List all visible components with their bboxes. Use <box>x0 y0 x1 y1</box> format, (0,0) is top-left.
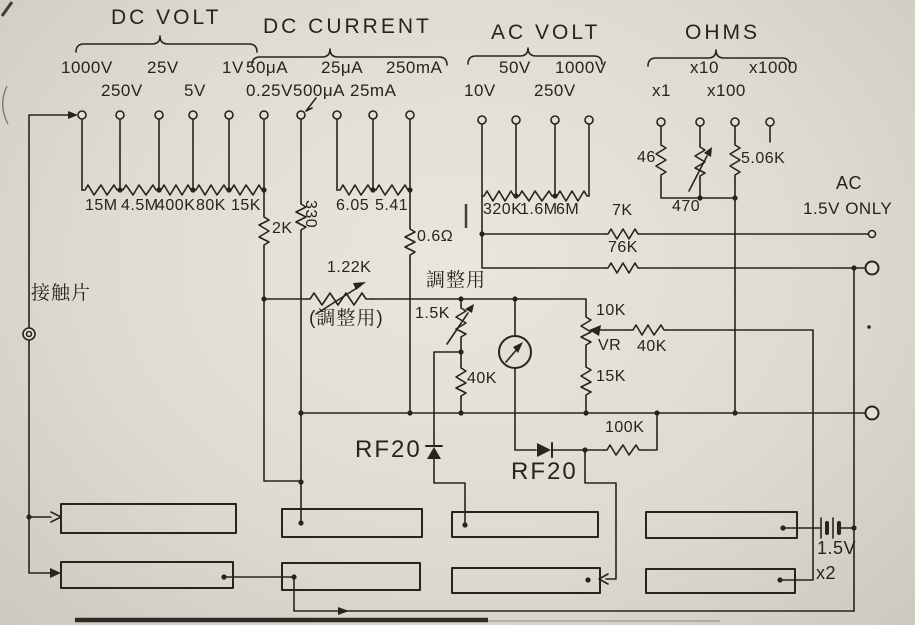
terminal-label-ohms-x1000: x1000 <box>749 58 798 77</box>
meter-movement <box>499 336 531 368</box>
terminal-label-dc-25ma: 25mA <box>350 81 397 100</box>
contact-strip-ring-outer <box>23 328 35 340</box>
junction-dot <box>582 447 587 452</box>
arrowhead-plate1b <box>50 568 61 578</box>
terminal-ac-250v <box>551 116 559 124</box>
arrowhead-470 <box>704 147 712 157</box>
resistor-label-5-06k: 5.06K <box>741 150 786 167</box>
junction-dot <box>226 187 231 192</box>
resistor-2k <box>259 215 269 247</box>
resistor-label-100k: 100K <box>605 419 645 436</box>
section-header-dc-current: DC CURRENT <box>263 15 432 38</box>
battery-symbol <box>821 518 839 538</box>
junction-dot <box>512 296 517 301</box>
terminal-label-ac-250v: 250V <box>534 81 576 100</box>
resistor-4-5m <box>120 185 159 195</box>
resistor-label-46: 46 <box>637 149 656 166</box>
wire-ohms-section <box>661 126 770 413</box>
wires <box>29 98 868 611</box>
junction-dot <box>298 520 303 525</box>
resistor-label-76k: 76K <box>608 239 638 256</box>
switch-plate-1b <box>61 562 233 588</box>
resistor-label-7k: 7K <box>612 202 633 219</box>
junction-dot <box>117 187 122 192</box>
resistor-6m <box>555 191 589 201</box>
junction-dot <box>780 525 785 530</box>
resistor-label-80k: 80K <box>196 197 226 214</box>
arrowhead-plate1a-open <box>51 512 61 522</box>
diode-rf20-horizontal-triangle <box>537 443 551 457</box>
junction-dot <box>777 577 782 582</box>
junction-dot <box>552 193 557 198</box>
resistor-label-10k: 10K <box>596 302 626 319</box>
artifact-corner-mark <box>2 2 12 16</box>
brace-dc-volt <box>76 36 257 52</box>
junction-dot <box>190 187 195 192</box>
wire-dc-terminal-drops <box>82 119 410 202</box>
resistor-7k <box>606 229 640 239</box>
resistor-320k <box>482 191 516 201</box>
resistor-40k-right <box>630 325 666 335</box>
terminal-label-dc-250v: 250V <box>101 81 143 100</box>
junction-dot <box>291 574 296 579</box>
note-ac-only-line2: 1.5V ONLY <box>803 199 893 218</box>
junction-dot <box>654 410 659 415</box>
resistor-label-40k-right: 40K <box>637 338 667 355</box>
resistor-label-400k: 400K <box>156 197 196 214</box>
terminal-dc-25v <box>155 111 163 119</box>
switch-plate-2b <box>282 563 420 590</box>
terminal-dc-500ua <box>297 111 305 119</box>
junction-dot <box>298 410 303 415</box>
resistor-label-15m: 15M <box>85 197 118 214</box>
terminal-label-dc-25v: 25V <box>147 58 179 77</box>
junction-dot <box>851 525 856 530</box>
junction-dot <box>479 231 484 236</box>
diode-label-rf20-1: RF20 <box>355 436 422 463</box>
resistor-label-0-6ohm: 0.6Ω <box>417 228 454 245</box>
switch-plate-4a <box>646 512 797 538</box>
resistor-label-6-05: 6.05 <box>336 197 370 214</box>
resistor-5-41 <box>373 185 410 195</box>
switch-plate-4b <box>646 569 795 593</box>
note-ac-only-line1: AC <box>836 173 863 193</box>
terminal-ohms-x1000 <box>766 118 774 126</box>
resistor-15k <box>229 185 264 195</box>
terminal-label-dc-5v: 5V <box>184 81 206 100</box>
resistor-label-1-22k: 1.22K <box>327 259 372 276</box>
terminal-probe-jack-top <box>866 262 879 275</box>
resistor-10k-vr <box>581 315 591 347</box>
switch-plate-3a <box>452 512 598 537</box>
terminal-label-dc-1000v: 1000V <box>61 58 113 77</box>
artifact-ink-dot <box>867 325 871 329</box>
resistor-40k-left <box>456 366 466 398</box>
battery-label-count: x2 <box>816 563 837 583</box>
junction-dot <box>156 187 161 192</box>
resistor-15k-vr <box>581 365 591 397</box>
junction-dot <box>261 296 266 301</box>
terminal-dc-250ma <box>406 111 414 119</box>
terminal-dc-1v <box>225 111 233 119</box>
arrowhead-1000v-feed <box>68 111 78 119</box>
switch-plate-1a <box>61 504 236 533</box>
junction-dot <box>221 574 226 579</box>
terminal-label-ac-50v: 50V <box>499 58 531 77</box>
resistor-6-05 <box>337 185 373 195</box>
terminal-label-dc-1v: 1V <box>222 58 244 77</box>
terminal-label-ac-10v: 10V <box>464 81 496 100</box>
resistor-label-1-5k: 1.5K <box>415 305 450 322</box>
terminal-dc-1000v <box>78 111 86 119</box>
junction-dot <box>458 296 463 301</box>
note-contact-strip: 接触片 <box>31 283 92 304</box>
resistor-label-5-41: 5.41 <box>375 197 409 214</box>
resistor-label-vr: VR <box>598 337 622 354</box>
junction-dot <box>407 187 412 192</box>
resistor-1-6m <box>516 191 555 201</box>
terminal-ohms-x1 <box>657 118 665 126</box>
junction-dot <box>462 522 467 527</box>
junction-dot <box>298 479 303 484</box>
resistor-76k <box>606 263 640 273</box>
resistor-label-6m: 6M <box>556 201 580 218</box>
resistor-100k <box>604 445 642 455</box>
terminal-label-dc-500ua: 500μA <box>293 81 345 100</box>
terminal-ac-1000v <box>585 116 593 124</box>
resistor-label-40k-left: 40K <box>467 370 497 387</box>
junction-dot <box>583 410 588 415</box>
terminal-probe-jack-bottom <box>866 407 879 420</box>
terminal-ac-1-5v-only <box>869 231 876 238</box>
terminal-ohms-x10 <box>696 118 704 126</box>
resistor-label-1-6m: 1.6M <box>520 201 558 218</box>
resistor-400k <box>159 185 193 195</box>
resistor-label-470: 470 <box>672 198 701 215</box>
resistor-15m <box>82 185 120 195</box>
diode-rf20-vertical-triangle <box>427 447 441 459</box>
section-header-dc-volt: DC VOLT <box>111 6 222 29</box>
arrowhead-vr-wiper <box>589 325 601 336</box>
resistor-80k <box>193 185 229 195</box>
junction-dot <box>585 577 590 582</box>
resistor-label-15k-vr: 15K <box>596 368 626 385</box>
resistor-label-320k: 320K <box>483 201 523 218</box>
terminal-ohms-x100 <box>731 118 739 126</box>
switch-plates <box>61 504 797 593</box>
junction-dots <box>26 187 856 582</box>
resistor-46 <box>656 142 666 178</box>
resistor-0-6ohm <box>405 227 415 257</box>
resistor-label-15k: 15K <box>231 197 261 214</box>
resistor-label-2k: 2K <box>272 220 293 237</box>
section-header-ac-volt: AC VOLT <box>491 21 601 44</box>
terminal-ac-10v <box>478 116 486 124</box>
terminal-label-ohms-x1: x1 <box>652 81 671 100</box>
note-adjust-paren: (調整用) <box>309 308 384 329</box>
terminal-label-ohms-x10: x10 <box>690 58 719 77</box>
arrowhead-bottom-return <box>338 607 349 615</box>
junction-dot <box>851 265 856 270</box>
junction-dot <box>732 410 737 415</box>
resistor-5-06k <box>730 142 740 178</box>
junction-dot <box>26 514 31 519</box>
junction-dot <box>261 187 266 192</box>
artifact-left-curve <box>3 86 8 124</box>
junction-dot <box>370 187 375 192</box>
terminal-ac-50v <box>512 116 520 124</box>
terminal-dc-25ma <box>369 111 377 119</box>
diode-label-rf20-2: RF20 <box>511 458 578 485</box>
resistor-label-4-5m: 4.5M <box>121 197 159 214</box>
junction-dot <box>732 195 737 200</box>
terminal-label-ac-1000v: 1000V <box>555 58 607 77</box>
terminal-label-ohms-x100: x100 <box>707 81 746 100</box>
terminal-label-dc-0-25v: 0.25V <box>246 81 293 100</box>
terminal-dc-50ua-0-25v <box>260 111 268 119</box>
switch-plate-3b <box>452 568 600 593</box>
terminal-label-dc-50ua: 50μA <box>246 58 289 77</box>
terminal-label-dc-250ma: 250mA <box>386 58 443 77</box>
terminal-label-dc-25ua: 25μA <box>321 58 364 77</box>
terminal-dc-250v <box>116 111 124 119</box>
diodes-graphics <box>426 443 552 459</box>
terminal-dc-5v <box>189 111 197 119</box>
resistor-label-330: 330 <box>302 200 319 229</box>
junction-dot <box>407 410 412 415</box>
note-adjust: 調整用 <box>426 270 487 291</box>
section-header-ohms: OHMS <box>685 21 760 44</box>
junction-dot <box>458 349 463 354</box>
junction-dot <box>513 193 518 198</box>
battery-label-voltage: 1.5V <box>817 538 857 558</box>
junction-dot <box>458 410 463 415</box>
terminal-dc-25ua <box>333 111 341 119</box>
